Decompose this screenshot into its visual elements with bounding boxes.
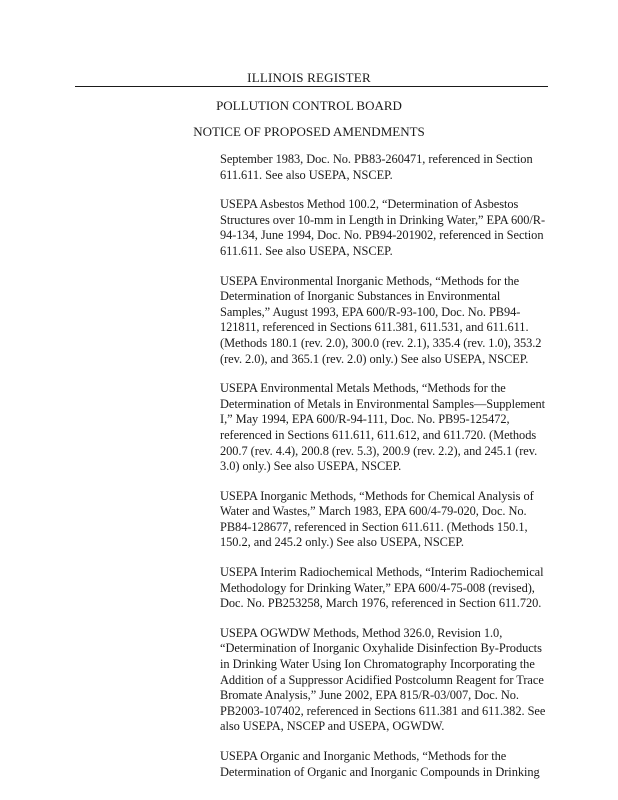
board-name: POLLUTION CONTROL BOARD xyxy=(216,98,402,113)
reference-list xyxy=(220,152,548,794)
reference-entry: USEPA OGWDW Methods, Method 326.0, Revision 1.0, “Determination of Inorganic Oxyhalide Disinfection By-Products in Drinking Water Using Ion Chromatography Incorporating the Addition of a Suppressor Acidified Postcolumn Reagent for Trace Bromate Analysis,” June 2002, EPA 815/R-03/007, Doc. No. PB2003-107402, referenced in Sections 611.381 and 611.382. See also USEPA, NSCEP and USEPA, OGWDW. xyxy=(220,625,546,734)
reference-entry: USEPA Asbestos Method 100.2, “Determination of Asbestos Structures over 10-mm in Length in Drinking Water,” EPA 600/R-94-134, June 1994, Doc. No. PB94-201902, referenced in Section 611.611. See also USEPA, NSCEP. xyxy=(220,197,546,258)
reference-entry: USEPA Environmental Inorganic Methods, “Methods for the Determination of Inorganic Substances in Environmental Samples,” August 1993, EPA 600/R-93-100, Doc. No. PB94-121811, referenced in Sections 611.381, 611.531, and 611.611. (Methods 180.1 (rev. 2.0), 300.0 (rev. 2.1), 335.4 (rev. 1.0), 353.2 (rev. 2.0), and 365.1 (rev. 2.0) only.) See also USEPA, NSCEP. xyxy=(220,273,542,366)
notice-title: NOTICE OF PROPOSED AMENDMENTS xyxy=(193,124,425,139)
header-rule xyxy=(75,86,548,87)
reference-entry: September 1983, Doc. No. PB83-260471, referenced in Section 611.611. See also USEPA, NSCEP. xyxy=(220,152,533,182)
reference-entry: USEPA Inorganic Methods, “Methods for Chemical Analysis of Water and Wastes,” March 1983, EPA 600/4-79-020, Doc. No. PB84-128677, referenced in Section 611.611. (Methods 150.1, 150.2, and 245.2 only.) See also USEPA, NSCEP. xyxy=(220,488,534,550)
reference-entry: USEPA Interim Radiochemical Methods, “Interim Radiochemical Methodology for Drinking Water,” EPA 600/4-75-008 (revised), Doc. No. PB253258, March 1976, referenced in Section 611.720. xyxy=(220,565,544,611)
reference-entry: USEPA Environmental Metals Methods, “Methods for the Determination of Metals in Environmental Samples—Supplement I,” May 1994, EPA 600/R-94-111, Doc. No. PB95-125472, referenced in Sections 611.611, 611.612, and 611.720. (Methods 200.7 (rev. 4.4), 200.8 (rev. 5.3), 200.9 (rev. 2.2), and 245.1 (rev. 3.0) only.) See also USEPA, NSCEP. xyxy=(220,381,545,474)
page-header-title: ILLINOIS REGISTER xyxy=(247,70,371,85)
reference-entry: USEPA Organic and Inorganic Methods, “Methods for the Determination of Organic and Inorganic Compounds in Drinking xyxy=(220,749,540,779)
